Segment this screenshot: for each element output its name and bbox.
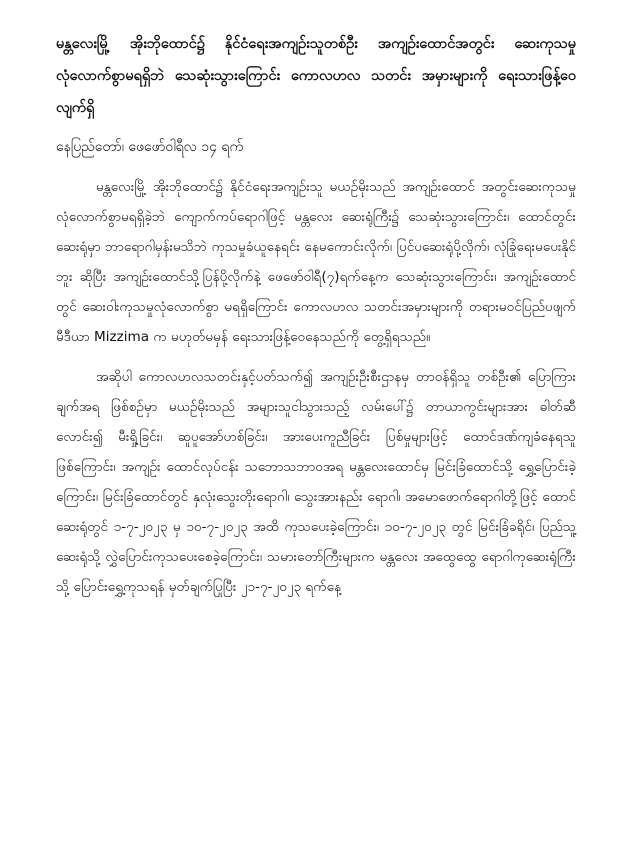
article-paragraph: အဆိုပါ ကောလဟလသတင်းနှင့်ပတ်သက်၍ အကျဉ်းဦးစီးဌာနမှ တာဝန်ရှိသူ တစ်ဦး၏ ပြောကြားချက်အရ ဖြစ်စဉ်မှာ မယဉ်မိုးသည် အများသူငါသွားသည့် လမ်းပေါ်၌ တာယာကွင်းများအား ဓါတ်ဆီလောင်း၍ မီးရှို့ခြင်း၊ ဆူပူအော်ဟစ်ခြင်း၊ အားပေးကူညီခြင်း ပြစ်မှုများဖြင့် ထောင်ဒဏ်ကျခံနေရသူဖြစ်ကြောင်း၊ အကျဉ်း ထောင်လုပ်ငန်း သဘောသဘာဝအရ မန္တလေးထောင်မှ မြင်းခြံထောင်သို့ ရွှေ့ပြောင်းခဲ့ကြောင်း၊ မြင်းခြံထောင်တွင် နှလုံးသွေးတိုးရောဂါ၊ သွေးအားနည်း ရောဂါ၊ အမောဖောက်ရောဂါတို့ဖြင့် ထောင်ဆေးရုံတွင် ၁-၇-၂၀၂၃ မှ ၁၀-၇-၂၀၂၃ အထိ ကုသပေးခဲ့ကြောင်း၊ ၁၀-၇-၂၀၂၃ တွင် မြင်းခြံခရိုင်၊ ပြည်သူ့ဆေးရုံသို့ လွှဲပြောင်းကုသပေးစေခဲ့ကြောင်း၊ သမားတော်ကြီးများက မန္တလေး အထွေထွေ ရောဂါကုဆေးရုံကြီးသို့ ပြောင်းရွှေ့ကုသရန် မှတ်ချက်ပြုပြီး ၂၁-၇-၂၀၂၃ ရက်နေ့ bbox=[56, 369, 576, 595]
document-page bbox=[56, 28, 576, 612]
article-dateline: နေပြည်တော်၊ ဖေဖော်ဝါရီလ ၁၄ ရက် bbox=[56, 139, 244, 155]
article-paragraph: မန္တလေးမြို့ အိုးဘိုထောင်၌ နိုင်ငံရေးအကျဉ်းသူ မယဉ်မိုးသည် အကျဉ်းထောင် အတွင်းဆေးကုသမှု လုံလောက်စွာမရရှိခဲ့ဘဲ ကျောက်ကပ်ရောဂါဖြင့် မန္တလေး ဆေးရုံကြီး၌ သေဆုံးသွားကြောင်း၊ ထောင်တွင်းဆေးရုံမှာ ဘာရောဂါမှန်းမသိဘဲ ကုသမှုခံယူနေရင်း နေမကောင်းလိုက်၊ ပြင်ပဆေးရုံပို့လိုက်၊ လုံခြုံရေးမပေးနိုင်ဘူး ဆိုပြီး အကျဉ်းထောင်သို့ပြန်ပို့လိုက်နဲ့ ဖေဖော်ဝါရီ(၇)ရက်နေ့က သေဆုံးသွားကြောင်း၊ အကျဉ်းထောင်တွင် ဆေးဝါးကုသမှုလုံလောက်စွာ မရရှိကြောင်း ကောလဟလ သတင်းအမှားများကို တရားမဝင်ပြည်ပဖျက်မီဒီယာ Mizzima က မဟုတ်မမှန် ရေးသားဖြန့်ဝေနေသည်ကို တွေ့ရှိရသည်။ bbox=[56, 179, 576, 345]
article-headline: မန္တလေးမြို့ အိုးဘိုထောင်၌ နိုင်ငံရေးအကျဉ်းသူတစ်ဦး အကျဉ်းထောင်အတွင်း ဆေးကုသမှု လုံလောက်စွာမရရှိဘဲ သေဆုံးသွားကြောင်း ကောလဟလ သတင်း အမှားများကို ရေးသားဖြန့်ဝေလျက်ရှိ bbox=[56, 36, 576, 116]
